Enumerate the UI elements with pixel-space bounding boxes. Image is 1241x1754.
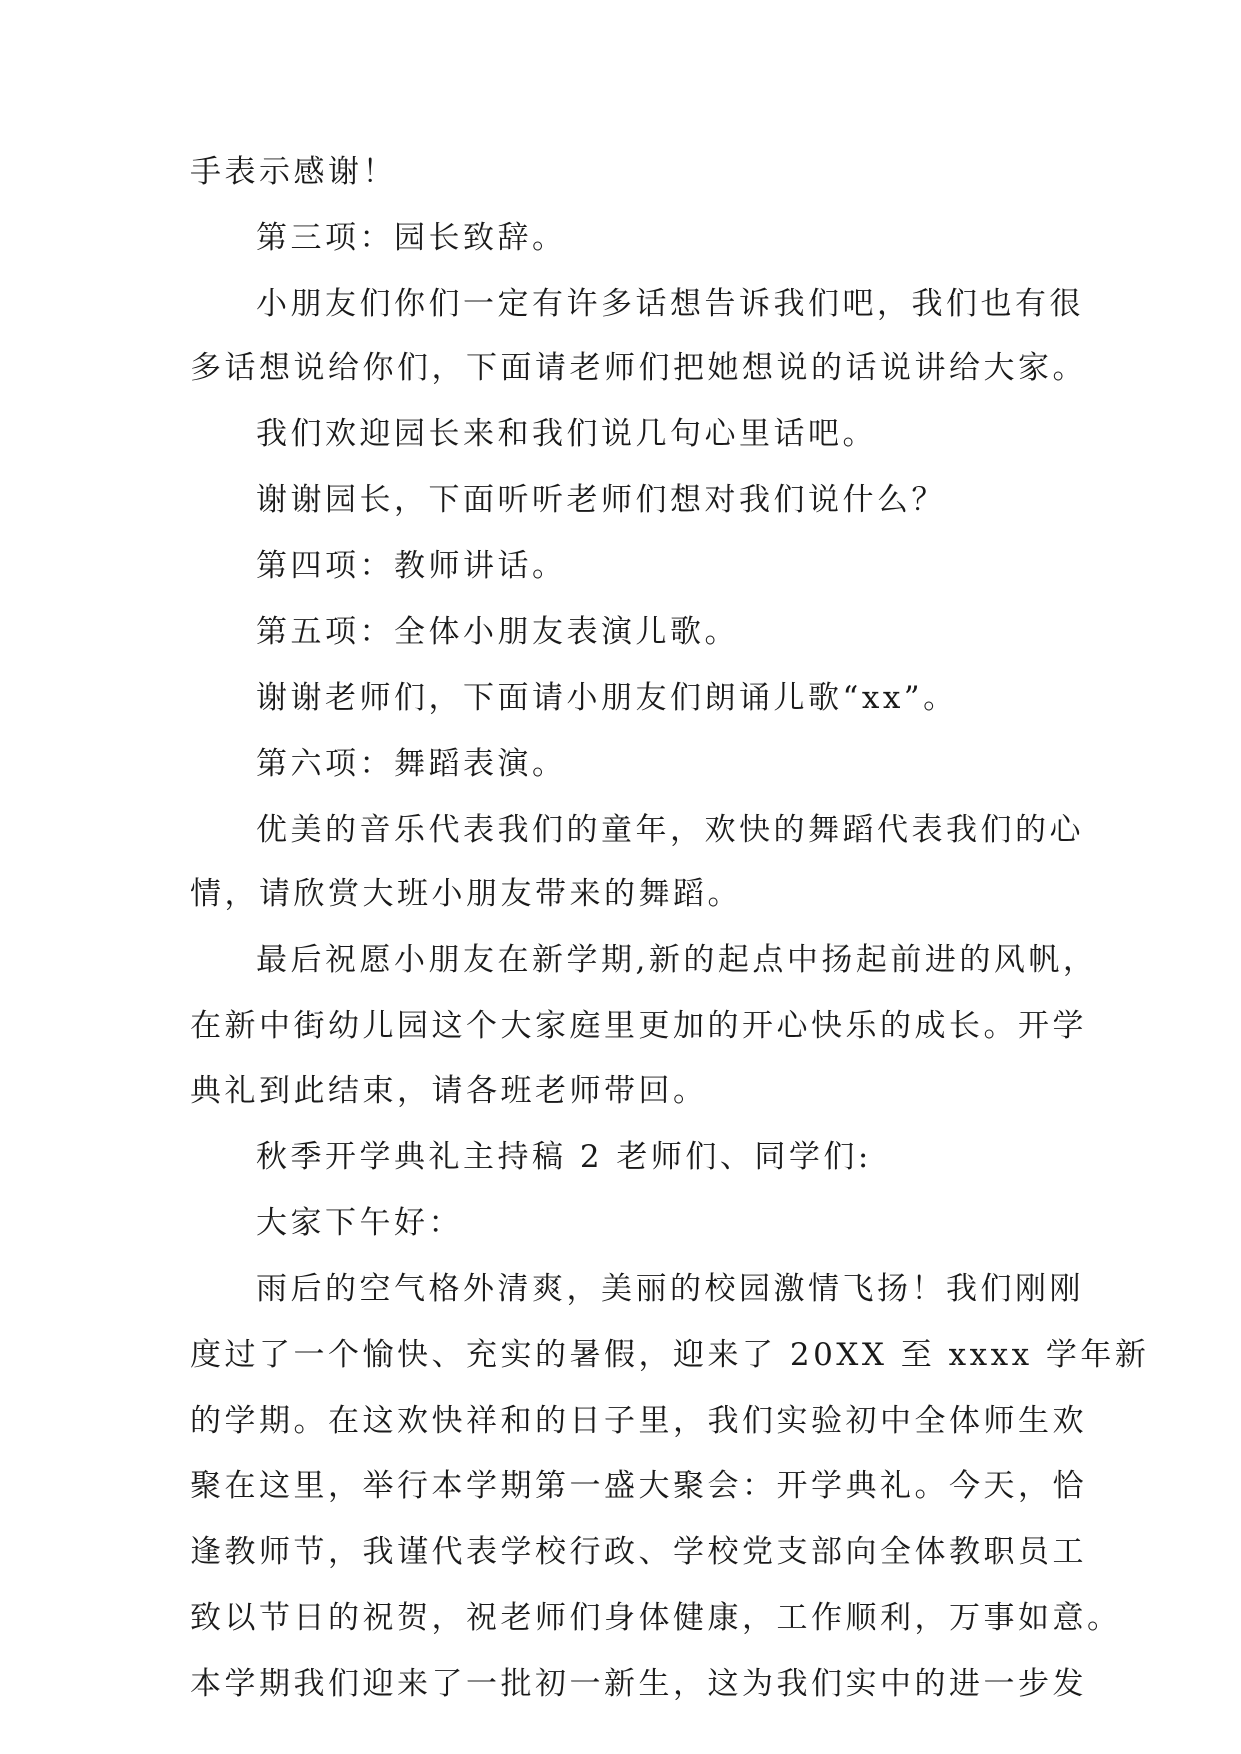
text-line: 在新中街幼儿园这个大家庭里更加的开心快乐的成长。开学 [190,1008,1087,1044]
text-line: 手表示感谢！ [190,154,397,190]
text-line: 第四项：教师讲话。 [256,548,567,584]
text-line: 情，请欣赏大班小朋友带来的舞蹈。 [190,876,742,912]
text-line: 我们欢迎园长来和我们说几句心里话吧。 [256,416,877,452]
text-line: 逢教师节，我谨代表学校行政、学校党支部向全体教职员工 [190,1534,1087,1570]
text-line: 雨后的空气格外清爽，美丽的校园激情飞扬！我们刚刚 [256,1271,1084,1307]
text-line: 秋季开学典礼主持稿 2 老师们、同学们: [256,1139,872,1175]
text-line: 大家下午好： [256,1205,463,1241]
text-line: 第三项：园长致辞。 [256,220,567,256]
text-line: 第六项：舞蹈表演。 [256,746,567,782]
text-line: 本学期我们迎来了一批初一新生，这为我们实中的进一步发 [190,1666,1087,1702]
text-line: 多话想说给你们，下面请老师们把她想说的话说讲给大家。 [190,350,1087,386]
text-line: 小朋友们你们一定有许多话想告诉我们吧，我们也有很 [256,286,1084,322]
text-line: 的学期。在这欢快祥和的日子里，我们实验初中全体师生欢 [190,1403,1087,1439]
text-line: 第五项：全体小朋友表演儿歌。 [256,614,739,650]
text-line: 谢谢园长，下面听听老师们想对我们说什么？ [256,482,946,518]
text-line: 谢谢老师们，下面请小朋友们朗诵儿歌“xx”。 [256,680,958,716]
text-line: 典礼到此结束，请各班老师带回。 [190,1073,708,1109]
text-line: 度过了一个愉快、充实的暑假，迎来了 20XX 至 xxxx 学年新 [190,1337,1150,1373]
text-line: 最后祝愿小朋友在新学期,新的起点中扬起前进的风帆， [256,942,1098,978]
text-line: 优美的音乐代表我们的童年，欢快的舞蹈代表我们的心 [256,812,1084,848]
text-line: 致以节日的祝贺，祝老师们身体健康，工作顺利，万事如意。 [190,1600,1122,1636]
text-line: 聚在这里，举行本学期第一盛大聚会：开学典礼。今天，恰 [190,1468,1087,1504]
